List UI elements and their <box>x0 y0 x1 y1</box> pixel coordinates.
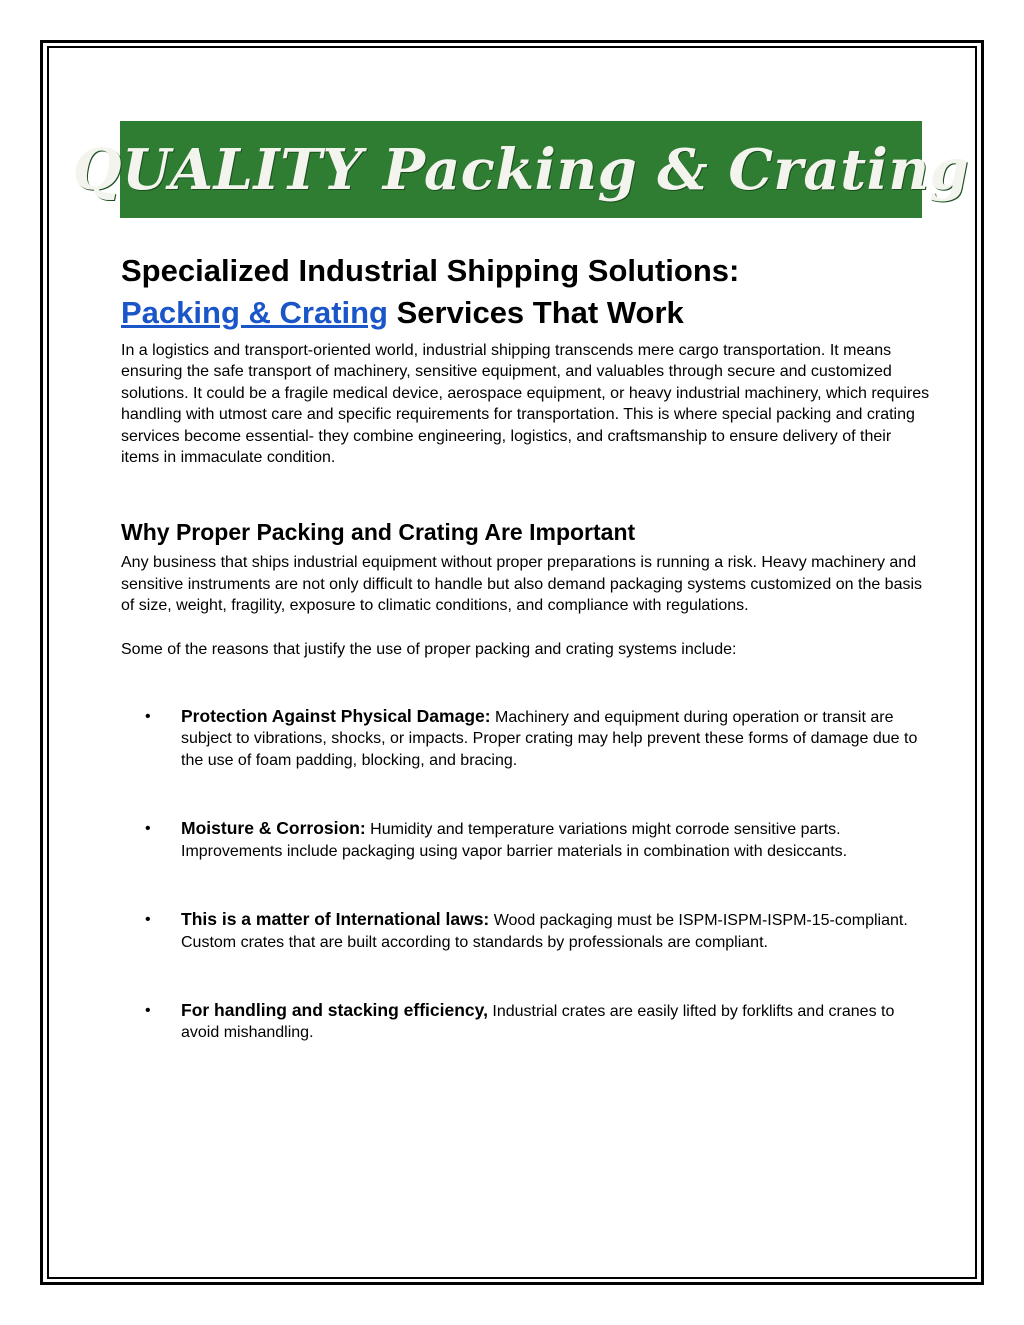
list-item-title: This is a matter of International laws: <box>181 909 490 930</box>
reasons-intro: Some of the reasons that justify the use of proper packing and crating systems include: <box>121 640 737 658</box>
list-item-text: Humidity and temperature variations might corrode sensitive parts. Improvements include packaging using vapor barrier materials in combination with desiccants. <box>181 821 848 860</box>
list-item <box>121 1000 931 1044</box>
bullet-icon: • <box>145 708 151 726</box>
reasons-list <box>121 706 931 1044</box>
intro-paragraph: In a logistics and transport-oriented world, industrial shipping transcends mere cargo transportation. It means ensuring the safe transport of machinery, sensitive equipment, and valuables through secure and customized solutions. It could be a fragile medical device, aerospace equipment, or heavy industrial machinery, which requires handling with utmost care and specific requirements for transportation. This is where special packing and crating services become essential- they combine engineering, logistics, and craftsmanship to ensure delivery of their items in immaculate condition. <box>121 342 930 467</box>
document-body <box>121 250 931 1044</box>
why-paragraph: Any business that ships industrial equipment without proper preparations is running a risk. Heavy machinery and sensitive instruments are not only difficult to handle but also demand packaging systems customized on the basis of size, weight, fragility, exposure to climatic conditions, and compliance with regulations. <box>121 554 923 615</box>
title-line1: Specialized Industrial Shipping Solutions: <box>121 253 740 288</box>
list-item <box>121 818 931 862</box>
title-rest: Services That Work <box>388 295 684 330</box>
list-item-text: Machinery and equipment during operation or transit are subject to vibrations, shocks, or impacts. Proper crating may help prevent these forms of damage due to the use of foam padding, blocking, and bracing. <box>181 709 918 769</box>
bullet-icon: • <box>145 911 151 929</box>
list-item-text: Industrial crates are easily lifted by forklifts and cranes to avoid mishandling. <box>181 1002 895 1042</box>
logo-text: QUALITY Packing & Crating <box>72 136 970 203</box>
page-title <box>121 250 931 334</box>
logo-banner <box>72 121 970 218</box>
bullet-icon: • <box>145 820 151 838</box>
bullet-icon: • <box>145 1001 151 1019</box>
list-item <box>121 706 931 771</box>
packing-crating-link[interactable]: Packing & Crating <box>121 295 388 330</box>
list-item-title: For handling and stacking efficiency, <box>181 999 488 1020</box>
list-item <box>121 909 931 953</box>
section-heading-why: Why Proper Packing and Crating Are Important <box>121 519 636 546</box>
list-item-title: Protection Against Physical Damage: <box>181 706 491 727</box>
list-item-title: Moisture & Corrosion: <box>181 818 366 839</box>
list-item-text: Wood packaging must be ISPM-ISPM-ISPM-15-compliant. Custom crates that are built according to standards by professionals are compliant. <box>181 912 908 951</box>
